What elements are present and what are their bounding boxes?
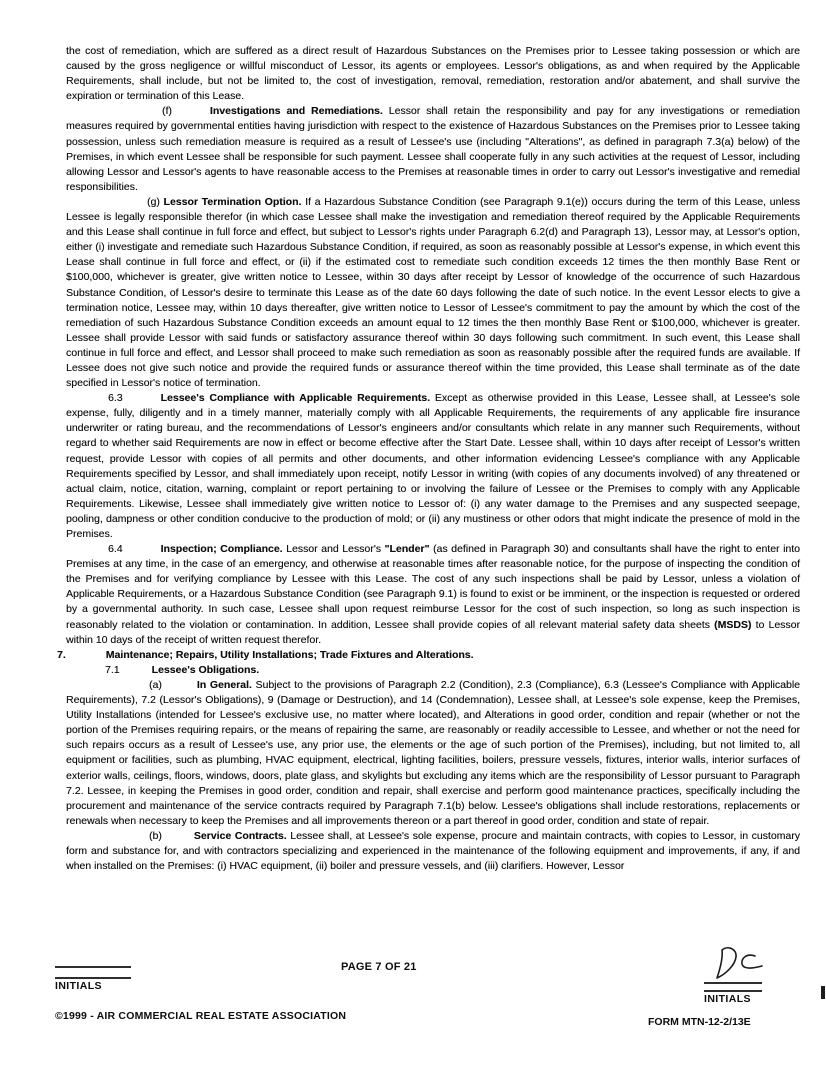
paragraph-title: Lessee's Obligations. xyxy=(151,663,260,676)
paragraph-body: Lessee shall, at Lessee's sole expense, procure and maintain contracts, with copies to Lessor, in customary form and substance for, and with contractors specializing and experienced in the maintenance of the following equipment and improvements, if any, if and when installed on the Premises: (i) HVAC equipment, (ii) boiler and pressure vessels, and (iii) clarifiers. However, Lessor xyxy=(66,829,801,873)
indent-spacer xyxy=(66,551,108,552)
handwritten-initials xyxy=(710,946,766,980)
lease-paragraph-6-4 xyxy=(66,542,800,648)
paragraph-number: 6.3 xyxy=(108,392,123,405)
lease-paragraph-6-2-g xyxy=(66,195,800,391)
lease-text-body xyxy=(57,44,801,874)
indent-spacer xyxy=(66,400,108,401)
defined-term-msds: (MSDS) xyxy=(714,618,752,631)
tab-spacer xyxy=(123,400,161,401)
paragraph-body: Subject to the provisions of Paragraph 2.2 (Condition), 2.3 (Compliance), 6.3 (Lessee's Compliance with Applicable Requirements), 7.2 (Lessor's Obligations), 9 (Damage or Destruction), and 14 (Condemnation), Lessee shall, at Lessee's sole expense, keep the Premises, Utility Installations (intended for Lessee's exclusive use, no matter where located), and Alterations in good order, condition and repair (whether or not the portion of the Premises requiring repairs, or the means of repairing the same, are reasonably or readily accessible to Lessee, and whether or not the need for such repairs occurs as a result of Lessee's use, any prior use, the elements or the age of such portion of the Premises), including, but not limited to, all equipment or facilities, such as plumbing, HVAC equipment, electrical, lighting facilities, boilers, pressure vessels, fixtures, interior walls, interior surfaces of exterior walls, ceilings, floors, windows, doors, plate glass, and skylights but excluding any items which are the responsibility of Lessor pursuant to Paragraph 7.2. Lessee, in keeping the Premises in good order, condition and repair, shall exercise and perform good maintenance practices, specifically including the procurement and maintenance of the service contracts required by Paragraph 7.1(b) below. Lessee's obligations shall include restorations, replacements or renewals when necessary to keep the Premises and all improvements thereon or a part thereof in good order, condition and state of repair. xyxy=(66,678,800,827)
initials-label: INITIALS xyxy=(704,993,751,1005)
paragraph-body: If a Hazardous Substance Condition (see Paragraph 9.1(e)) occurs during the term of this Lease, unless Lessee is legally responsible therefor (in which case Lessee shall make the investigation and remediation thereof required by the Applicable Requirements and this Lease shall continue in full force and effect, but subject to Lessor's rights under Paragraph 6.2(d) and Paragraph 13), Lessor may, at Lessor's option, either (i) investigate and remediate such Hazardous Substance Condition, if required, as soon as reasonably possible at Lessor's expense, in which event this Lease shall continue in full force and effect, or (ii) if the estimated cost to remediate such condition exceeds 12 times the then monthly Base Rent or $100,000, whichever is greater, give written notice to Lessee, within 30 days after receipt by Lessor of knowledge of the occurrence of such Hazardous Substance Condition, of Lessor's desire to terminate this Lease as of the date 60 days following the date of such notice. In the event Lessor elects to give a termination notice, Lessee may, within 10 days thereafter, give written notice to Lessor of Lessee's commitment to pay the amount by which the cost of the remediation of such Hazardous Substance Condition exceeds an amount equal to 12 times the then monthly Base Rent or $100,000, whichever is greater. Lessee shall provide Lessor with said funds or satisfactory assurance thereof within 30 days following such commitment. In such event, this Lease shall continue in full force and effect, and Lessor shall proceed to make such remediation as soon as reasonably possible after the required funds are available. If Lessee does not give such notice and provide the required funds or assurance thereof within the time provided, this Lease shall terminate as of the date specified in Lessor's notice of termination. xyxy=(66,195,801,390)
section-title: Maintenance; Repairs, Utility Installations; Trade Fixtures and Alterations. xyxy=(105,648,474,661)
paragraph-title: Inspection; Compliance. xyxy=(160,543,283,556)
paragraph-body: Except as otherwise provided in this Lease, Lessee shall, at Lessee's sole expense, fully, diligently and in a timely manner, materially comply with all Applicable Requirements, the requirements of any applicable fire insurance underwriter or rating bureau, and the recommendations of Lessor's engineers and/or consultants which relate in any manner such Requirements, without regard to whether said Requirements are now in effect or become effective after the Start Date. Lessee shall, within 10 days after receipt of Lessor's written request, provide Lessor with copies of all permits and other documents, and other information evidencing Lessee's compliance with any Applicable Requirements specified by Lessor, and shall immediately upon receipt, notify Lessor in writing (with copies of any documents involved) of any threatened or actual claim, notice, citation, warning, complaint or report pertaining to or involving the failure of Lessee or the Premises to comply with any Applicable Requirements. Likewise, Lessee shall immediately give written notice to Lessor of: (i) any water damage to the Premises and any suspected seepage, pooling, dampness or other condition conducive to the production of mold; or (ii) any mustiness or other odors that might indicate the presence of mold in the Premises. xyxy=(66,392,800,540)
initials-block-left xyxy=(55,966,131,992)
indent-spacer xyxy=(66,672,105,673)
paragraph-number: (f) xyxy=(162,105,172,118)
initials-signature-line xyxy=(55,966,131,968)
paragraph-title: Investigations and Remediations. xyxy=(209,105,383,118)
paragraph-title: Service Contracts. xyxy=(193,829,287,842)
tab-spacer xyxy=(162,838,194,839)
initials-label: INITIALS xyxy=(55,980,102,992)
paragraph-number: 7. xyxy=(57,648,66,661)
tab-spacer xyxy=(123,551,161,552)
indent-spacer xyxy=(66,113,162,114)
paragraph-body: the cost of remediation, which are suffered as a direct result of Hazardous Substances on the Premises prior to Lessee taking possession or which are caused by the gross negligence or willful misconduct of Lessor, its agents or employees. Lessor's obligations, as and when required by the Applicable Requirements, shall include, but not be limited to, the cost of investigation, removal, remediation, restoration and/or abatement, and shall survive the expiration or termination of this Lease. xyxy=(66,45,800,103)
initials-underline xyxy=(704,990,762,992)
tab-spacer xyxy=(162,687,197,688)
lease-paragraph-6-3 xyxy=(66,391,800,542)
lease-paragraph-continuation xyxy=(66,44,800,104)
paragraph-number: 6.4 xyxy=(108,543,123,556)
indent-spacer xyxy=(66,687,149,688)
paragraph-title: Lessee's Compliance with Applicable Requirements. xyxy=(160,392,431,405)
form-number: FORM MTN-12-2/13E xyxy=(648,1016,751,1028)
paragraph-title: Lessor Termination Option. xyxy=(163,195,302,208)
lease-paragraph-7-1-a xyxy=(66,678,800,829)
indent-spacer xyxy=(66,204,147,205)
lease-paragraph-7-1-b xyxy=(66,829,800,874)
paragraph-title: In General. xyxy=(196,678,252,691)
tab-spacer xyxy=(66,657,106,658)
initials-underline xyxy=(55,977,131,979)
paragraph-number: 7.1 xyxy=(105,663,120,676)
initials-block-right xyxy=(704,946,762,1005)
paragraph-body-segment: (as defined in Paragraph 30) and consultants shall have the right to enter into Premises at any time, in the case of an emergency, and otherwise at reasonable times after reasonable notice, for the purpose of inspecting the condition of the Premises and for verifying compliance by Lessee with this Lease. The cost of any such inspections shall be paid by Lessor, unless a violation of Applicable Requirements, or a Hazardous Substance Condition (see Paragraph 9.1) is found to exist or be imminent, or the inspection is requested or ordered by a governmental authority. In such case, Lessee shall upon request reimburse Lessor for the cost of such inspection, so long as such inspection is reasonably related to the violation or contamination. In addition, Lessee shall provide copies of all relevant material safety data sheets xyxy=(66,543,800,631)
paragraph-body: Lessor shall retain the responsibility and pay for any investigations or remediation measures required by governmental entities having jurisdiction with respect to the existence of Hazardous Substances on the Premises prior to Lessee taking possession, unless such remediation measure is required as a result of Lessee's use (including "Alterations", as defined in paragraph 7.3(a) below) of the Premises, in which event Lessee shall be responsible for such payment. Lessee shall cooperate fully in any such activities at the request of Lessor, including allowing Lessor and Lessor's agents to have reasonable access to the Premises at reasonable times in order to carry out Lessor's investigative and remedial responsibilities. xyxy=(66,105,800,193)
paragraph-number: (g) xyxy=(147,195,160,208)
paragraph-number: (a) xyxy=(149,678,162,691)
tab-spacer xyxy=(120,672,152,673)
tab-spacer xyxy=(172,113,210,114)
page-number: PAGE 7 OF 21 xyxy=(341,961,417,973)
initials-signature-line xyxy=(704,982,762,984)
indent-spacer xyxy=(66,838,149,839)
scan-artifact-mark xyxy=(821,986,825,999)
lease-paragraph-6-2-f xyxy=(66,104,800,195)
paragraph-number: (b) xyxy=(149,829,162,842)
paragraph-body-segment: to Lessor within 10 days of the receipt of written request therefor. xyxy=(66,618,800,646)
lease-paragraph-7-1-heading xyxy=(66,663,800,678)
defined-term-lender: "Lender" xyxy=(384,543,430,556)
lease-section-7-heading xyxy=(57,648,800,663)
paragraph-body-segment: Lessor and Lessor's xyxy=(286,543,385,556)
copyright-notice: ©1999 - AIR COMMERCIAL REAL ESTATE ASSOCIATION xyxy=(55,1010,347,1022)
